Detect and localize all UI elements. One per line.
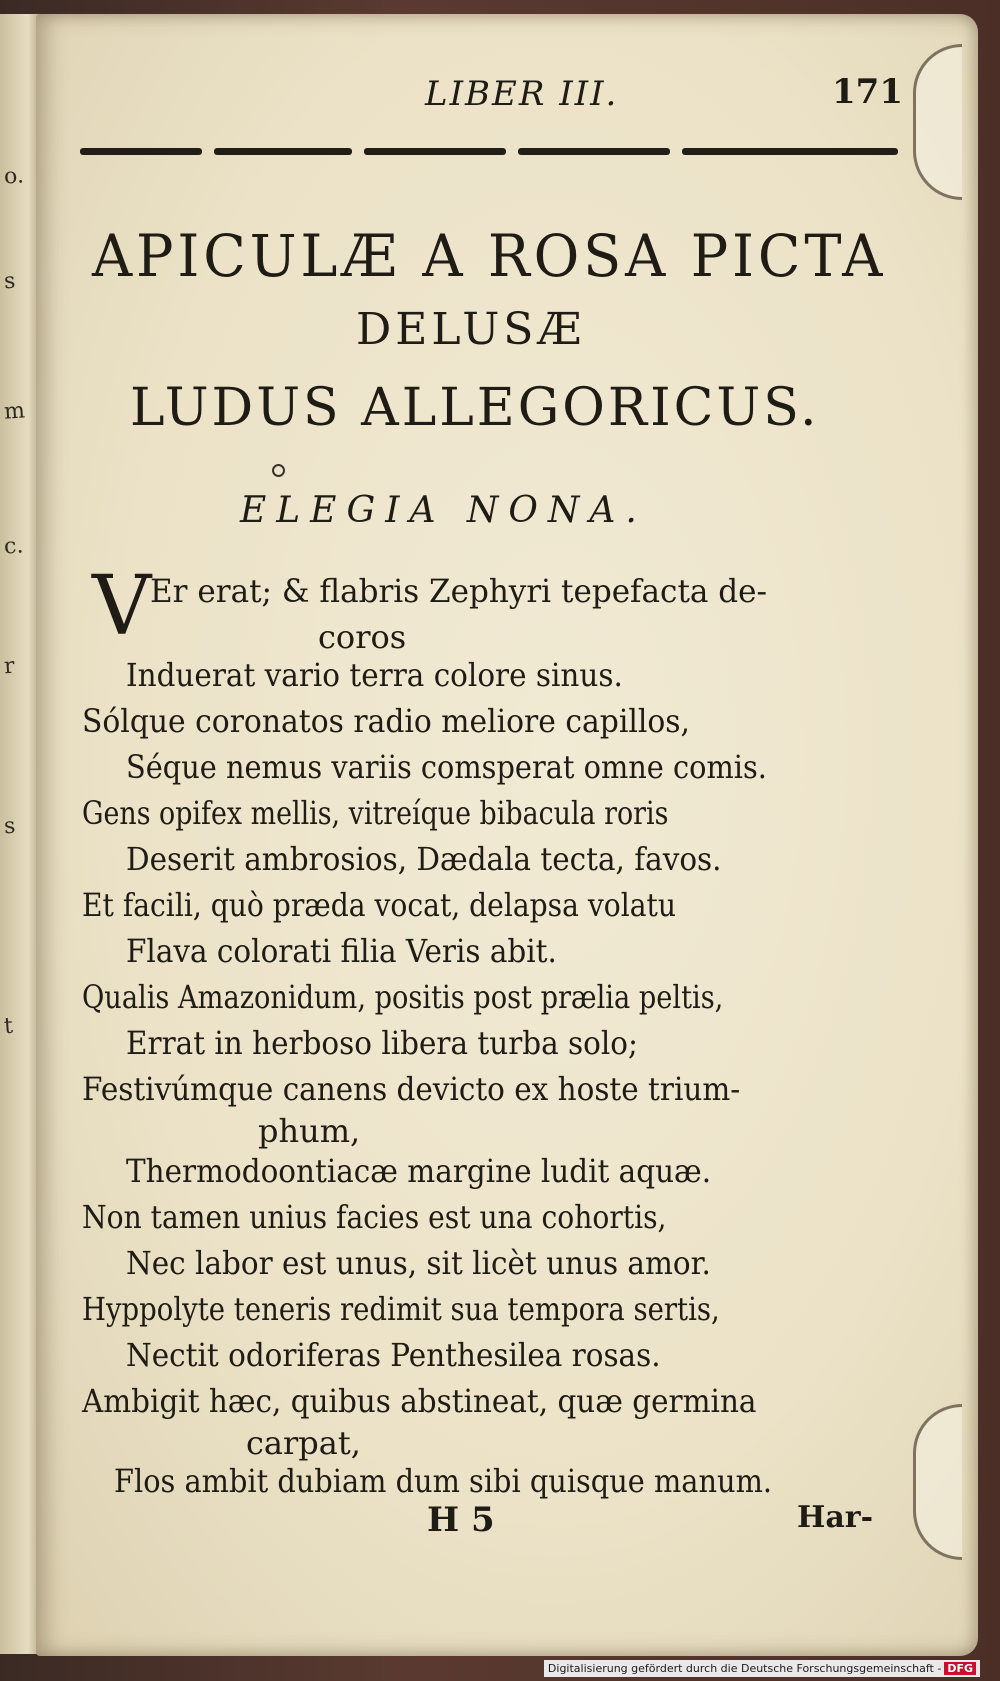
page-clip-ring xyxy=(913,44,962,200)
verse-line: Séque nemus variis comsperat omne comis. xyxy=(126,748,767,786)
verse-line: Er erat; & flabris Zephyri tepefacta de- xyxy=(150,572,768,610)
verse-line: Flos ambit dubiam dum sibi quisque manum. xyxy=(114,1462,773,1500)
verse-line: Hyppolyte teneris redimit sua tempora sertis, xyxy=(82,1290,720,1328)
rule-segment xyxy=(214,148,352,155)
small-ring-ornament xyxy=(272,464,285,477)
rule-segment xyxy=(518,148,670,155)
facing-page-fragment: t xyxy=(3,1013,14,1040)
title-line-2: DELUSÆ xyxy=(356,304,586,355)
title-line-1: APICULÆ A ROSA PICTA xyxy=(92,222,887,290)
header-rule xyxy=(80,148,898,158)
rule-segment xyxy=(364,148,506,155)
verse-line: Ambigit hæc, quibus abstineat, quæ germina xyxy=(82,1382,757,1420)
verse-line: Qualis Amazonidum, positis post prælia peltis, xyxy=(82,978,724,1016)
verse-line: Sólque coronatos radio meliore capillos, xyxy=(82,702,691,740)
verse-line: Deserit ambrosios, Dædala tecta, favos. xyxy=(126,840,722,878)
verse-line: Induerat vario terra colore sinus. xyxy=(126,656,623,694)
drop-cap: V xyxy=(92,559,152,654)
facing-page-fragment: r xyxy=(3,653,16,680)
verse-line: Et facili, quò præda vocat, delapsa volatu xyxy=(82,886,676,924)
verse-line: Gens opifex mellis, vitreíque bibacula roris xyxy=(82,794,669,832)
verse-line: Non tamen unius facies est una cohortis, xyxy=(82,1198,667,1236)
facing-page-fragment: m xyxy=(3,398,26,425)
facing-page-fragment: c. xyxy=(3,533,25,560)
verse-line: Thermodoontiacæ margine ludit aquæ. xyxy=(126,1152,712,1190)
facing-page-fragment: s xyxy=(3,813,17,840)
verse-line: Nec labor est unus, sit licèt unus amor. xyxy=(126,1244,711,1282)
title-line-3: LUDUS ALLEGORICUS. xyxy=(130,378,820,438)
verse-line: phum, xyxy=(258,1112,361,1150)
signature-mark: H 5 xyxy=(427,1500,495,1540)
verse-line: Festivúmque canens devicto ex hoste trium- xyxy=(82,1070,741,1108)
verse-line: Flava colorati filia Veris abit. xyxy=(126,932,557,970)
facing-page-fragment: o. xyxy=(3,163,25,190)
catchword: Har- xyxy=(797,1500,874,1535)
digitization-credit xyxy=(544,1660,980,1677)
running-title: LIBER III. xyxy=(425,74,619,114)
page-number: 171 xyxy=(832,72,903,112)
page-clip-ring xyxy=(913,1404,962,1560)
facing-page-fragment: s xyxy=(3,268,17,295)
verse-line: carpat, xyxy=(246,1424,361,1462)
rule-segment xyxy=(80,148,202,155)
elegy-subtitle: ELEGIA NONA. xyxy=(240,490,647,531)
verse-line: coros xyxy=(318,618,407,656)
verse-line: Errat in herboso libera turba solo; xyxy=(126,1024,638,1062)
credit-text: Digitalisierung gefördert durch die Deutsche Forschungsgemeinschaft - xyxy=(547,1662,942,1675)
verse-line: Nectit odoriferas Penthesilea rosas. xyxy=(126,1336,661,1374)
rule-segment xyxy=(682,148,898,155)
dfg-logo: DFG xyxy=(944,1662,976,1675)
